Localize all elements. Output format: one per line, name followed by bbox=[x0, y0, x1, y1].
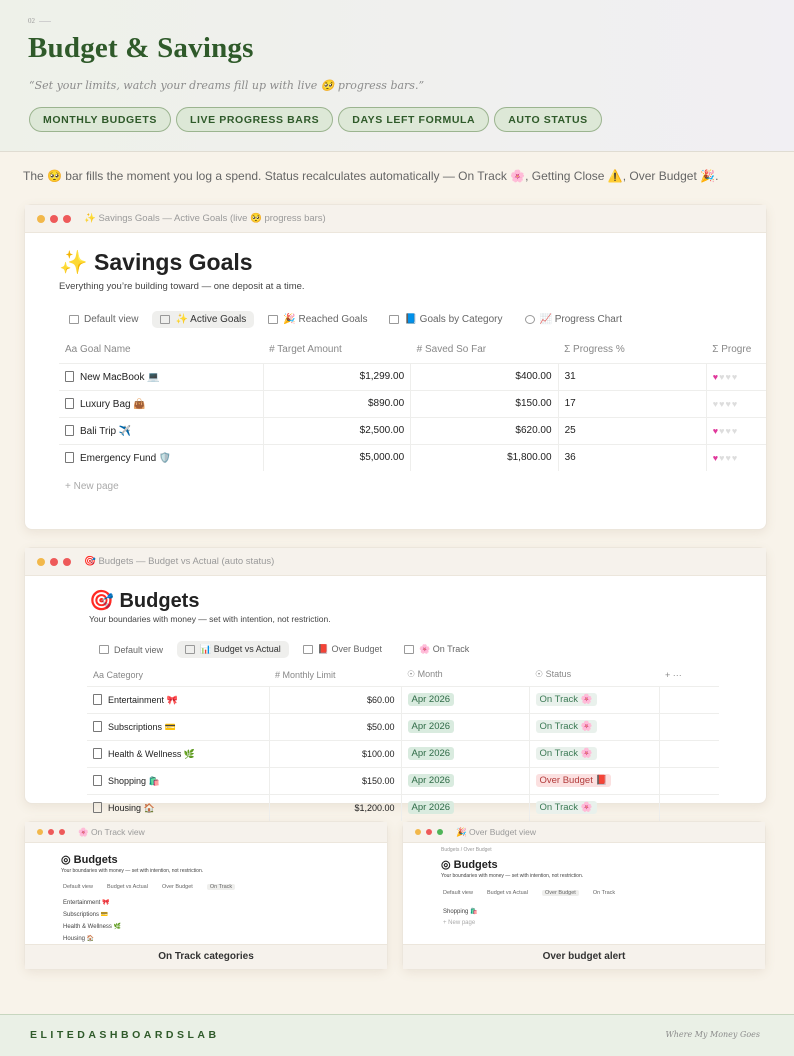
thumbnail-list-item: Entertainment 🎀 bbox=[63, 900, 110, 906]
progress-cell[interactable]: 36 bbox=[558, 444, 706, 471]
category-cell[interactable] bbox=[87, 686, 269, 713]
tab-label: Default view bbox=[84, 314, 139, 325]
page-icon bbox=[93, 721, 102, 732]
goal-name-cell[interactable] bbox=[59, 363, 263, 390]
progress-cell[interactable]: 31 bbox=[558, 363, 706, 390]
status-badge: On Track 🌸 bbox=[536, 747, 597, 760]
database-title bbox=[59, 249, 253, 276]
month-cell[interactable] bbox=[401, 767, 529, 794]
page-icon bbox=[93, 694, 102, 705]
thumbnail-list-item: Subscriptions 💳 bbox=[63, 912, 109, 918]
view-tabs bbox=[91, 641, 477, 658]
tab-default-view[interactable] bbox=[91, 642, 171, 658]
goal-name-cell[interactable] bbox=[59, 390, 263, 417]
table-row[interactable] bbox=[87, 686, 719, 713]
thumbnail-title: 🌸 On Track view bbox=[78, 826, 145, 837]
thumbnail-db-title: ◎ Budgets bbox=[441, 859, 498, 871]
limit-cell[interactable]: $60.00 bbox=[269, 686, 401, 713]
saved-cell[interactable]: $400.00 bbox=[411, 363, 558, 390]
thumbnail-tab: Default view bbox=[63, 884, 93, 890]
tab-label: 📈 Progress Chart bbox=[539, 314, 622, 325]
status-cell[interactable] bbox=[529, 740, 659, 767]
thumbnail-caption: On Track categories bbox=[25, 944, 387, 969]
empty-cell bbox=[659, 740, 719, 767]
column-status[interactable]: ☉ Status bbox=[535, 669, 572, 680]
thumbnail-db-subtitle: Your boundaries with money — set with intention, not restriction. bbox=[441, 873, 584, 879]
column-category[interactable]: Aa Category bbox=[93, 669, 144, 680]
minimize-dot[interactable] bbox=[37, 215, 45, 223]
month-cell[interactable] bbox=[401, 713, 529, 740]
database-subtitle: Your boundaries with money — set with intention, not restriction. bbox=[89, 614, 331, 624]
tab-default-view[interactable] bbox=[61, 311, 146, 328]
goal-name: New MacBook 💻 bbox=[80, 371, 160, 383]
pill-monthly-budgets: MONTHLY BUDGETS bbox=[29, 107, 171, 132]
goal-name: Bali Trip ✈️ bbox=[80, 425, 132, 437]
table-icon bbox=[99, 645, 109, 654]
saved-cell[interactable]: $1,800.00 bbox=[411, 444, 558, 471]
close-dot bbox=[426, 829, 432, 835]
window-titlebar bbox=[25, 205, 766, 233]
thumbnail-title: 🎉 Over Budget view bbox=[456, 826, 537, 837]
close-dot[interactable] bbox=[50, 558, 58, 566]
maximize-dot[interactable] bbox=[63, 558, 71, 566]
minimize-dot[interactable] bbox=[37, 558, 45, 566]
thumbnail-tab: Budget vs Actual bbox=[106, 884, 148, 890]
thumbnail-db-title-text: Budgets bbox=[453, 859, 498, 871]
thumbnail-titlebar bbox=[25, 822, 387, 843]
feature-pills bbox=[29, 107, 602, 132]
limit-cell[interactable]: $50.00 bbox=[269, 713, 401, 740]
page-subtitle: “Set your limits, watch your dreams fill up with live 🥺 progress bars.” bbox=[29, 79, 425, 92]
status-badge: On Track 🌸 bbox=[536, 693, 597, 706]
goal-name: Emergency Fund 🛡️ bbox=[80, 452, 172, 464]
pill-live-progress-bars: LIVE PROGRESS BARS bbox=[176, 107, 333, 132]
page-icon bbox=[93, 802, 102, 813]
empty-cell bbox=[659, 767, 719, 794]
category-name: Subscriptions 💳 bbox=[108, 721, 176, 732]
thumbnail-caption: Over budget alert bbox=[403, 944, 765, 969]
category-cell[interactable] bbox=[87, 713, 269, 740]
tab-reached-goals[interactable] bbox=[260, 311, 375, 328]
window-titlebar bbox=[25, 548, 766, 576]
limit-cell[interactable]: $150.00 bbox=[269, 767, 401, 794]
sparkles-icon: ✨ bbox=[59, 249, 88, 275]
status-cell[interactable] bbox=[529, 713, 659, 740]
thumbnail-list-item: Housing 🏠 bbox=[63, 936, 95, 942]
table-row[interactable] bbox=[59, 444, 766, 471]
progress-hearts: ♥♥♥♥ bbox=[706, 417, 766, 444]
tab-label: Default view bbox=[114, 644, 164, 655]
page-icon bbox=[93, 775, 102, 786]
thumbnail-db-subtitle: Your boundaries with money — set with intention, not restriction. bbox=[61, 868, 204, 874]
month-chip: Apr 2026 bbox=[408, 747, 455, 760]
tab-over-budget[interactable] bbox=[295, 641, 390, 658]
footer-tagline: Where My Money Goes bbox=[665, 1030, 760, 1039]
thumbnail-tab: Default view bbox=[443, 890, 473, 896]
progress-cell[interactable]: 17 bbox=[558, 390, 706, 417]
page-icon bbox=[65, 425, 74, 436]
status-cell[interactable] bbox=[529, 794, 659, 821]
category-name: Shopping 🛍️ bbox=[108, 775, 160, 786]
tab-label: 🎉 Reached Goals bbox=[283, 314, 368, 325]
progress-cell[interactable]: 25 bbox=[558, 417, 706, 444]
tab-label: ✨ Active Goals bbox=[175, 314, 247, 325]
intro-text: The 🥺 bar fills the moment you log a spend. Status recalculates automatically — On Track 🌸, Getting Close ⚠️, Over Budget 🎉. bbox=[23, 169, 719, 183]
on-track-view-thumbnail[interactable] bbox=[24, 821, 388, 970]
table-row[interactable] bbox=[87, 740, 719, 767]
goal-name-cell[interactable] bbox=[59, 417, 263, 444]
window-title: 🎯 Budgets — Budget vs Actual (auto status) bbox=[84, 556, 275, 567]
column-goal-name[interactable]: Aa Goal Name bbox=[65, 344, 131, 356]
table-row[interactable] bbox=[87, 713, 719, 740]
target-icon: 🎯 bbox=[89, 590, 114, 612]
view-tabs bbox=[61, 311, 630, 328]
saved-cell[interactable]: $620.00 bbox=[411, 417, 558, 444]
category-name: Housing 🏠 bbox=[108, 802, 155, 813]
table-header bbox=[87, 664, 719, 686]
target-cell[interactable]: $1,299.00 bbox=[263, 363, 411, 390]
target-cell[interactable]: $890.00 bbox=[263, 390, 411, 417]
thumbnail-list-item: Health & Wellness 🌿 bbox=[63, 924, 122, 930]
page-title: Budget & Savings bbox=[28, 32, 254, 64]
thumbnail-titlebar bbox=[403, 822, 765, 843]
empty-cell bbox=[659, 713, 719, 740]
tab-label: 🌸 On Track bbox=[419, 644, 470, 654]
add-column-button[interactable]: + ··· bbox=[665, 669, 682, 680]
maximize-dot bbox=[59, 829, 65, 835]
goal-name-cell[interactable] bbox=[59, 444, 263, 471]
column-monthly-limit[interactable]: # Monthly Limit bbox=[275, 669, 336, 680]
empty-cell bbox=[659, 794, 719, 821]
tab-on-track[interactable] bbox=[396, 641, 477, 658]
pill-auto-status: AUTO STATUS bbox=[494, 107, 602, 132]
close-dot[interactable] bbox=[50, 215, 58, 223]
category-name: Health & Wellness 🌿 bbox=[108, 748, 196, 759]
status-badge: Over Budget 📕 bbox=[536, 774, 612, 787]
goal-name: Luxury Bag 👜 bbox=[80, 398, 146, 410]
page-icon bbox=[65, 398, 74, 409]
thumbnail-tab-active: Over Budget bbox=[542, 890, 579, 896]
page-icon bbox=[65, 452, 74, 463]
tab-label: 📘 Goals by Category bbox=[404, 314, 503, 325]
column-target-amount[interactable]: # Target Amount bbox=[269, 344, 342, 356]
new-page-button[interactable]: + New page bbox=[65, 481, 119, 492]
chart-icon bbox=[525, 315, 535, 324]
database-title bbox=[89, 588, 199, 613]
limit-cell[interactable]: $100.00 bbox=[269, 740, 401, 767]
tab-active-goals[interactable] bbox=[152, 311, 254, 328]
month-cell[interactable] bbox=[401, 794, 529, 821]
status-cell[interactable] bbox=[529, 686, 659, 713]
month-chip: Apr 2026 bbox=[408, 693, 455, 706]
month-chip: Apr 2026 bbox=[408, 774, 455, 787]
saved-cell[interactable]: $150.00 bbox=[411, 390, 558, 417]
column-progress-bar[interactable]: Σ Progre bbox=[712, 344, 752, 356]
thumbnail-db-title: ◎ Budgets bbox=[61, 854, 118, 866]
window-title: ✨ Savings Goals — Active Goals (live 🥺 progress bars) bbox=[84, 213, 326, 224]
list-icon bbox=[404, 645, 414, 654]
progress-hearts: ♥♥♥♥ bbox=[706, 390, 766, 417]
month-chip: Apr 2026 bbox=[408, 720, 455, 733]
database-title-text: Savings Goals bbox=[94, 249, 253, 275]
page-footer bbox=[0, 1014, 794, 1056]
savings-goals-window bbox=[24, 204, 767, 530]
status-badge: On Track 🌸 bbox=[536, 801, 597, 814]
target-cell[interactable]: $2,500.00 bbox=[263, 417, 411, 444]
minimize-dot bbox=[415, 829, 421, 835]
page-number: 02 bbox=[28, 17, 51, 25]
table-row[interactable] bbox=[87, 794, 719, 821]
savings-goals-table bbox=[59, 337, 766, 471]
maximize-dot[interactable] bbox=[63, 215, 71, 223]
month-cell[interactable] bbox=[401, 740, 529, 767]
table-header bbox=[59, 337, 766, 363]
thumbnail-db-title-text: Budgets bbox=[73, 854, 118, 866]
thumbnail-tab: Over Budget bbox=[161, 884, 193, 890]
thumbnail-list-item: Shopping 🛍️ bbox=[443, 909, 478, 915]
page-icon bbox=[65, 371, 74, 382]
close-dot bbox=[48, 829, 54, 835]
tab-label: 📕 Over Budget bbox=[317, 644, 383, 654]
brand-name: ELITEDASHBOARDSLAB bbox=[30, 1029, 220, 1041]
category-cell[interactable] bbox=[87, 794, 269, 821]
budgets-table bbox=[87, 664, 719, 821]
page-icon bbox=[93, 748, 102, 759]
thumbnail-new-page: + New page bbox=[443, 920, 476, 926]
tab-label: 📊 Budget vs Actual bbox=[200, 644, 281, 654]
category-cell[interactable] bbox=[87, 767, 269, 794]
progress-hearts: ♥♥♥♥ bbox=[706, 444, 766, 471]
board-icon bbox=[389, 315, 399, 324]
category-name: Entertainment 🎀 bbox=[108, 694, 178, 705]
status-cell[interactable] bbox=[529, 767, 659, 794]
column-month[interactable]: ☉ Month bbox=[407, 669, 443, 680]
column-progress-percent[interactable]: Σ Progress % bbox=[564, 344, 625, 356]
table-row[interactable] bbox=[59, 390, 766, 417]
table-row[interactable] bbox=[87, 767, 719, 794]
thumbnail-breadcrumb: Budgets / Over Budget bbox=[441, 847, 492, 853]
column-saved-so-far[interactable]: # Saved So Far bbox=[416, 344, 487, 356]
tab-progress-chart[interactable] bbox=[517, 311, 630, 328]
progress-hearts: ♥♥♥♥ bbox=[706, 363, 766, 390]
status-badge: On Track 🌸 bbox=[536, 720, 597, 733]
pill-days-left-formula: DAYS LEFT FORMULA bbox=[338, 107, 489, 132]
thumbnail-tabs bbox=[63, 884, 235, 890]
tab-budget-vs-actual[interactable] bbox=[177, 641, 289, 658]
target-cell[interactable]: $5,000.00 bbox=[263, 444, 411, 471]
thumbnail-tab: On Track bbox=[592, 890, 616, 896]
list-icon bbox=[303, 645, 313, 654]
thumbnail-tab: Budget vs Actual bbox=[486, 890, 528, 896]
database-title-text: Budgets bbox=[119, 590, 200, 612]
month-chip: Apr 2026 bbox=[408, 801, 455, 814]
month-cell[interactable] bbox=[401, 686, 529, 713]
maximize-dot bbox=[437, 829, 443, 835]
table-icon bbox=[160, 315, 170, 324]
table-icon bbox=[185, 645, 195, 654]
tab-goals-by-category[interactable] bbox=[381, 311, 510, 328]
limit-cell[interactable]: $1,200.00 bbox=[269, 794, 401, 821]
category-cell[interactable] bbox=[87, 740, 269, 767]
over-budget-view-thumbnail[interactable] bbox=[402, 821, 766, 970]
empty-cell bbox=[659, 686, 719, 713]
budgets-window bbox=[24, 547, 767, 814]
page-header bbox=[0, 0, 794, 152]
thumbnail-tab-active: On Track bbox=[207, 884, 235, 890]
minimize-dot bbox=[37, 829, 43, 835]
list-icon bbox=[268, 315, 278, 324]
table-row[interactable] bbox=[59, 363, 766, 390]
table-row[interactable] bbox=[59, 417, 766, 444]
table-icon bbox=[69, 315, 79, 324]
database-subtitle: Everything you’re building toward — one deposit at a time. bbox=[59, 281, 305, 292]
thumbnail-tabs bbox=[443, 890, 615, 896]
